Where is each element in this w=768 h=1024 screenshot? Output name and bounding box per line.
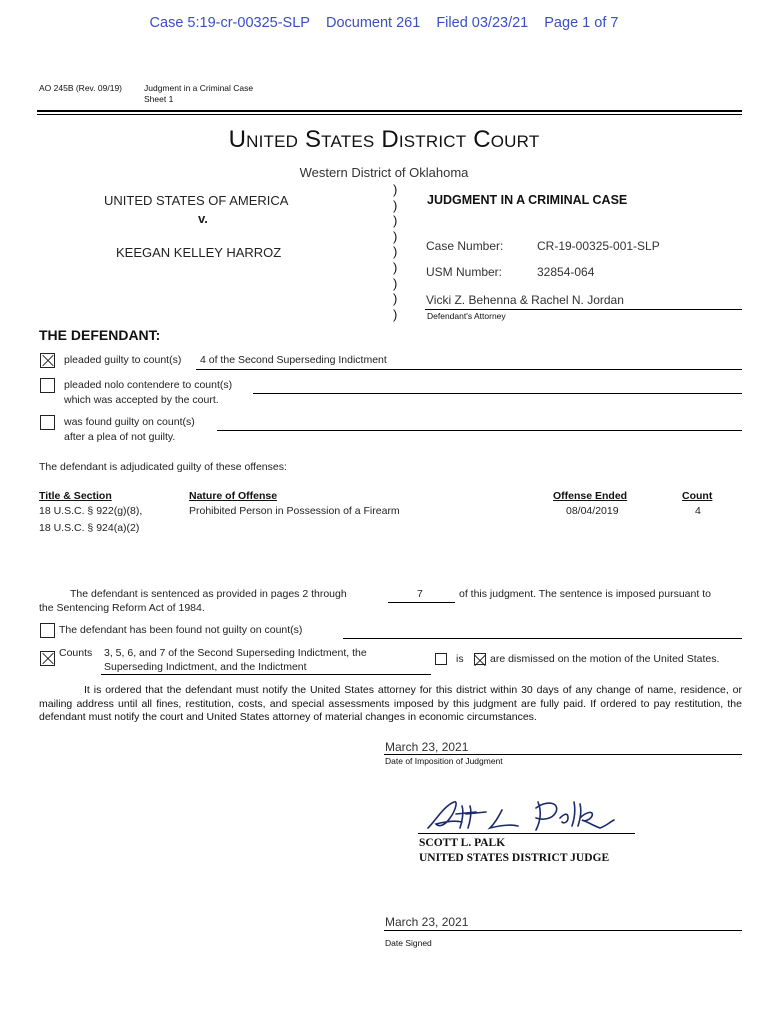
is-checkbox[interactable] — [435, 653, 447, 665]
pleaded-guilty-checkbox[interactable] — [40, 353, 55, 368]
top-rule-thin — [37, 114, 742, 115]
is-label: is — [456, 653, 464, 665]
page-indicator: Page 1 of 7 — [544, 15, 619, 31]
caption-parentheses: ) ) ) ) ) ) ) ) ) — [393, 182, 398, 322]
sentence-text-3: the Sentencing Reform Act of 1984. — [39, 602, 205, 614]
imposition-rule — [384, 754, 742, 755]
nolo-contendere-checkbox[interactable] — [40, 378, 55, 393]
counts-rule — [101, 674, 431, 675]
signature-rule — [418, 833, 635, 834]
case-header — [0, 15, 768, 31]
col-nature-offense: Nature of Offense — [189, 490, 278, 502]
col-offense-ended: Offense Ended — [553, 490, 628, 502]
offense-ended-date: 08/04/2019 — [566, 505, 619, 517]
are-checkbox[interactable] — [474, 653, 486, 665]
defendant-name: KEEGAN KELLEY HARROZ — [116, 245, 282, 260]
found-guilty-label: was found guilty on count(s) — [64, 416, 195, 428]
top-rule — [37, 110, 742, 112]
pleaded-guilty-label: pleaded guilty to count(s) — [64, 354, 182, 366]
not-guilty-checkbox[interactable] — [40, 623, 55, 638]
counts-dismissed-checkbox[interactable] — [40, 651, 55, 666]
court-name: United States District Court — [228, 126, 540, 153]
are-dismissed-label: are dismissed on the motion of the United States. — [490, 653, 720, 665]
nolo-contendere-label-2: which was accepted by the court. — [64, 394, 219, 406]
signed-rule — [384, 930, 742, 931]
usm-number-value: 32854-064 — [537, 265, 595, 279]
sentence-text-1: The defendant is sentenced as provided in pages 2 through — [70, 588, 347, 600]
not-guilty-label: The defendant has been found not guilty on count(s) — [59, 624, 303, 636]
offense-nature: Prohibited Person in Possession of a Firearm — [189, 505, 400, 517]
found-guilty-checkbox[interactable] — [40, 415, 55, 430]
form-title: Judgment in a Criminal Case — [144, 83, 254, 93]
pleaded-guilty-value: 4 of the Second Superseding Indictment — [200, 354, 387, 366]
counts-value-1: 3, 5, 6, and 7 of the Second Superseding Indictment, the — [104, 647, 367, 659]
counts-label: Counts — [59, 647, 93, 659]
not-guilty-rule — [343, 638, 742, 639]
plaintiff-name: UNITED STATES OF AMERICA — [104, 193, 289, 208]
sentence-text-2: of this judgment. The sentence is imposed pursuant to — [459, 588, 711, 600]
imposition-date: March 23, 2021 — [385, 740, 469, 754]
judge-name: SCOTT L. PALK — [419, 837, 506, 849]
court-district: Western District of Oklahoma — [299, 165, 469, 180]
judgment-title: JUDGMENT IN A CRIMINAL CASE — [427, 193, 628, 207]
col-count: Count — [682, 490, 713, 502]
versus: v. — [198, 211, 208, 226]
nolo-contendere-label: pleaded nolo contendere to count(s) — [64, 379, 233, 391]
attorney-rule — [425, 309, 742, 310]
nolo-contendere-rule — [253, 393, 742, 394]
sentence-pages: 7 — [417, 588, 423, 600]
form-sheet: Sheet 1 — [144, 94, 174, 104]
case-number-value: CR-19-00325-001-SLP — [537, 239, 660, 253]
imposition-label: Date of Imposition of Judgment — [385, 756, 503, 766]
document-number-header: Document 261 — [325, 15, 421, 31]
defendant-heading: THE DEFENDANT: — [39, 327, 161, 343]
attorney-label: Defendant's Attorney — [427, 311, 506, 321]
found-guilty-rule — [217, 430, 742, 431]
found-guilty-label-2: after a plea of not guilty. — [64, 431, 176, 443]
sentence-pages-rule — [388, 602, 455, 603]
offense-section-2: 18 U.S.C. § 924(a)(2) — [39, 522, 140, 534]
pleaded-guilty-rule — [196, 369, 742, 370]
offense-count: 4 — [695, 505, 701, 517]
col-title-section: Title & Section — [39, 490, 112, 502]
offense-section-1: 18 U.S.C. § 922(g)(8), — [39, 505, 143, 517]
counts-value-2: Superseding Indictment, and the Indictment — [104, 661, 307, 673]
form-code: AO 245B (Rev. 09/19) — [39, 83, 122, 93]
case-number-label: Case Number: — [426, 239, 504, 253]
signed-label: Date Signed — [385, 938, 432, 948]
judge-title: UNITED STATES DISTRICT JUDGE — [419, 852, 610, 864]
judge-signature — [418, 792, 638, 838]
defense-attorney: Vicki Z. Behenna & Rachel N. Jordan — [426, 293, 624, 307]
usm-number-label: USM Number: — [426, 265, 503, 279]
filed-date-header: Filed 03/23/21 — [436, 15, 529, 31]
offenses-intro: The defendant is adjudicated guilty of these offenses: — [39, 461, 287, 473]
order-paragraph: It is ordered that the defendant must notify the United States attorney for this district within 30 days of any change of name, residence, or mailing address until all fines, restitution, costs, and special assessments imposed by this judgment are fully paid. If ordered to pay restitution, the defendant must notify the court and United States attorney of material changes in economic circumstances. — [39, 684, 742, 723]
signed-date: March 23, 2021 — [385, 915, 469, 929]
case-number-header: Case 5:19-cr-00325-SLP — [149, 15, 310, 31]
